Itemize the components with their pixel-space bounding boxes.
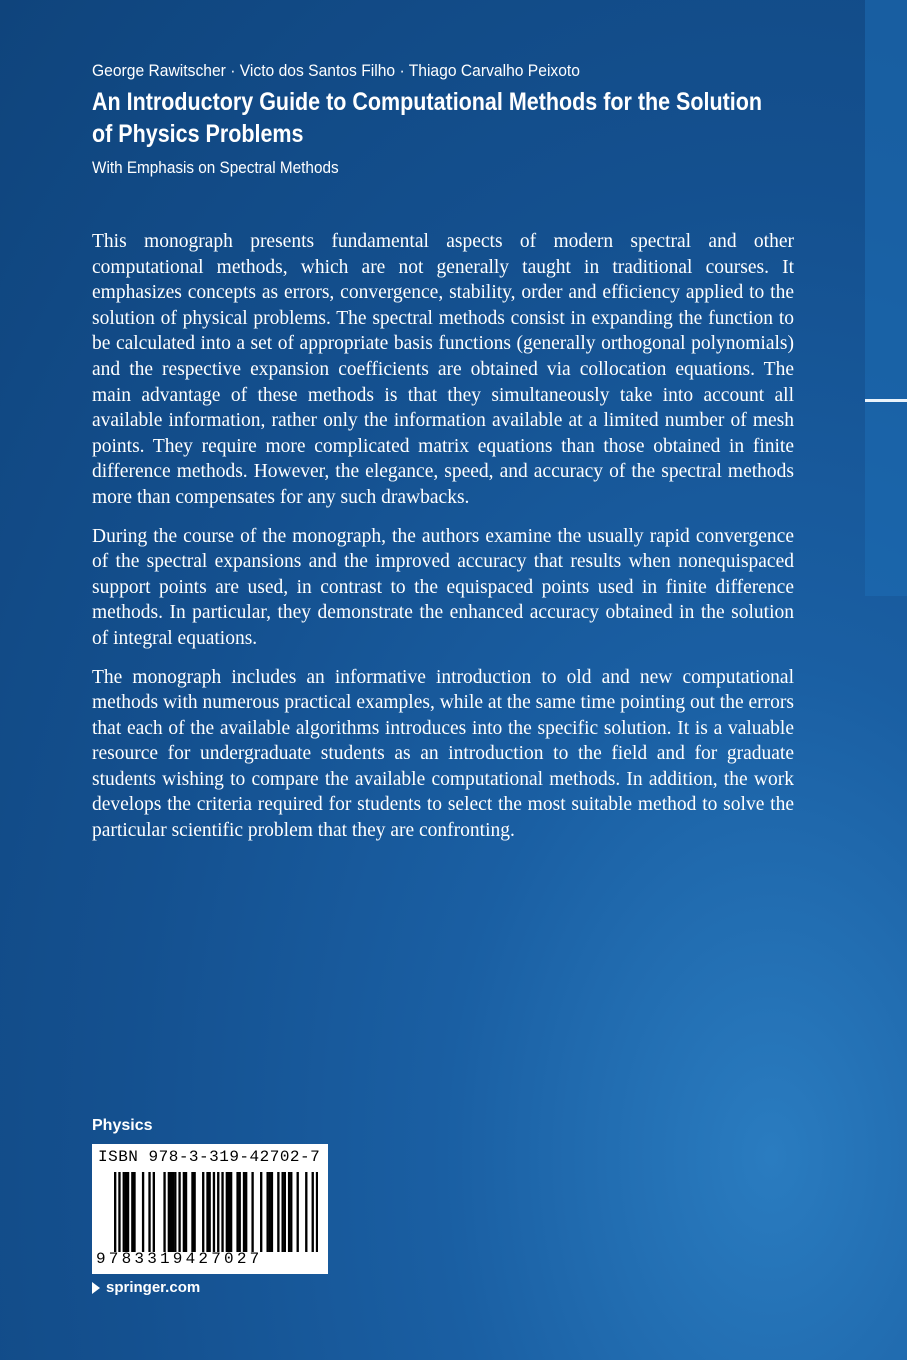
barcode-bar: [243, 1172, 245, 1252]
barcode-bar: [142, 1172, 144, 1252]
barcode-bar: [266, 1172, 268, 1252]
barcode-bar: [148, 1172, 150, 1252]
barcode-bar: [183, 1172, 185, 1252]
description-paragraph: The monograph includes an informative introduction to old and new computational methods with numerous practical examples, while at the same time pointing out the errors that each of the available algorithms introduces into the specific solution. It is a valuable resource for undergraduate students as an introduction to the field and for graduate students wishing to compare the available computational methods. In addition, the work develops the criteria required for students to select the most suitable method to solve the particular scientific problem that they are confronting.: [92, 666, 794, 842]
book-authors: George Rawitscher · Victo dos Santos Filho · Thiago Carvalho Peixoto: [92, 61, 580, 80]
barcode-bar: [174, 1172, 176, 1252]
barcode-bar: [193, 1172, 195, 1252]
triangle-right-icon: [92, 1282, 100, 1294]
description-paragraph: During the course of the monograph, the authors examine the usually rapid convergence of the spectral expansions and the improved accuracy that results when nonequispaced support points are used, in contrast to the equispaced points used in finite difference methods. In particular, they demonstrate the enhanced accuracy obtained in the solution of integral equations.: [92, 525, 794, 649]
barcode-bar: [172, 1172, 174, 1252]
barcode-bar: [217, 1172, 219, 1252]
barcode-bar: [153, 1172, 155, 1252]
barcode-bar: [312, 1172, 314, 1252]
book-subtitle: With Emphasis on Spectral Methods: [92, 158, 339, 177]
side-color-band: [865, 0, 907, 596]
description-paragraph: This monograph presents fundamental aspects of modern spectral and other computational methods, which are not generally taught in traditional courses. It emphasizes concepts as errors, convergence, stability, order and efficiency applied to the solution of physical problems. The spectral methods consist in expanding the function to be calculated into a set of appropriate basis functions (generally orthogonal polynomials) and the respective expansion coefficients are obtained via collocation equations. The main advantage of these methods is that they simultaneously take into account all available information, rather only the information available at a limited number of mesh points. They require more complicated matrix equations than those obtained in finite difference methods. However, the elegance, speed, and accuracy of the spectral methods more than compensates for any such drawbacks.: [92, 231, 794, 508]
barcode-bar: [191, 1172, 193, 1252]
book-title: An Introductory Guide to Computational Methods for the Solution of Physics Problems: [92, 88, 763, 148]
barcode-bar: [290, 1172, 292, 1252]
barcode-bar: [288, 1172, 290, 1252]
barcode-bars: [114, 1172, 318, 1252]
barcode-bar: [281, 1172, 283, 1252]
barcode-bar: [127, 1172, 129, 1252]
barcode-bar: [305, 1172, 307, 1252]
ean-digits: 9783319427027: [96, 1250, 263, 1268]
barcode-bar: [208, 1172, 210, 1252]
isbn-barcode: [92, 1144, 328, 1274]
isbn-text: ISBN 978-3-319-42702-7: [98, 1148, 321, 1166]
barcode-bar: [178, 1172, 180, 1252]
barcode-bar: [230, 1172, 232, 1252]
barcode-bar: [228, 1172, 230, 1252]
book-header: [92, 58, 832, 180]
barcode-bar: [271, 1172, 273, 1252]
subject-label: Physics: [92, 1117, 153, 1134]
barcode-bar: [125, 1172, 127, 1252]
barcode-bar: [131, 1172, 133, 1252]
barcode-bar: [297, 1172, 299, 1252]
barcode-bar: [245, 1172, 247, 1252]
barcode-bar: [118, 1172, 120, 1252]
book-description: [92, 229, 794, 857]
barcode-bar: [260, 1172, 262, 1252]
barcode-bar: [206, 1172, 208, 1252]
barcode-bar: [221, 1172, 223, 1252]
barcode-bar: [236, 1172, 238, 1252]
barcode-bar: [269, 1172, 271, 1252]
barcode-bar: [114, 1172, 116, 1252]
side-band-divider: [865, 399, 907, 402]
barcode-bar: [284, 1172, 286, 1252]
barcode-bar: [163, 1172, 165, 1252]
barcode-bar: [185, 1172, 187, 1252]
barcode-bar: [133, 1172, 135, 1252]
barcode-bar: [202, 1172, 204, 1252]
barcode-bar: [239, 1172, 241, 1252]
barcode-bar: [170, 1172, 172, 1252]
barcode-bar: [123, 1172, 125, 1252]
publisher-url: springer.com: [106, 1279, 201, 1296]
barcode-bar: [251, 1172, 253, 1252]
barcode-bar: [213, 1172, 215, 1252]
barcode-bar: [316, 1172, 318, 1252]
barcode-bar: [168, 1172, 170, 1252]
publisher-link[interactable]: [92, 1279, 200, 1296]
barcode-bar: [226, 1172, 228, 1252]
barcode-bar: [277, 1172, 279, 1252]
